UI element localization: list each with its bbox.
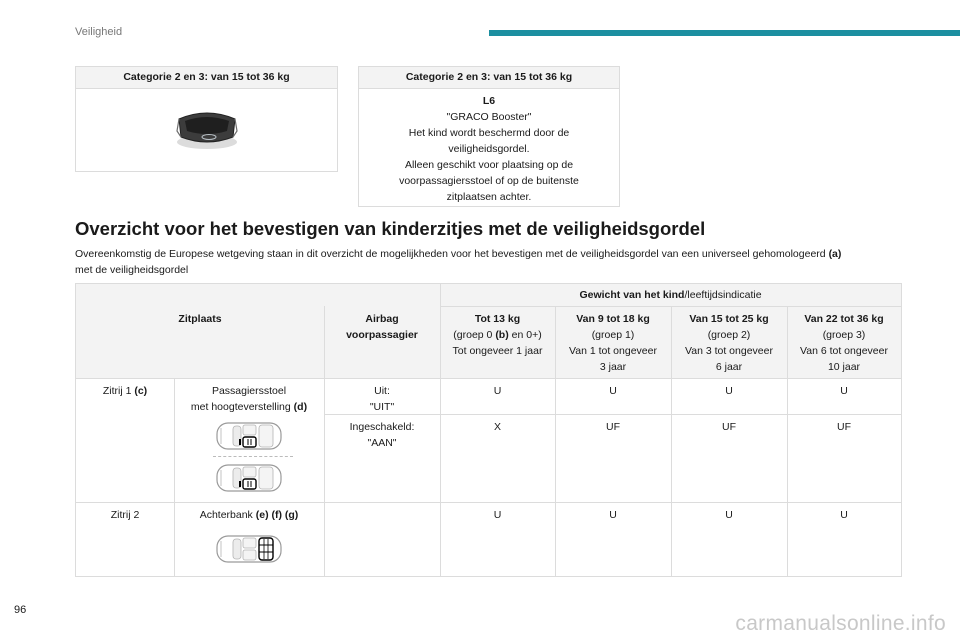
intro-text: Overeenkomstig de Europese wetgeving staan in dit overzicht de mogelijkheden voor het bevestigen met de veiligheidsgordel van een universeel gehomologeerd bbox=[75, 248, 826, 260]
seat-category-image-box bbox=[75, 66, 338, 172]
car-front-seat-icon bbox=[215, 462, 283, 494]
car-front-seat-icon bbox=[215, 420, 283, 452]
seat-model-name: "GRACO Booster" bbox=[446, 111, 532, 123]
seat-passenger-front: Passagiersstoel met hoogteverstelling (d) bbox=[190, 385, 308, 413]
table-cell: U bbox=[840, 509, 848, 521]
intro-text-continued: met de veiligheidsgordel bbox=[75, 264, 189, 276]
weight-header bbox=[440, 287, 901, 303]
description-line: voorpassagiersstoel of op de buitenste bbox=[399, 175, 579, 187]
description-line: Het kind wordt beschermd door de bbox=[408, 127, 570, 139]
category-heading: Categorie 2 en 3: van 15 tot 36 kg bbox=[359, 67, 619, 89]
description-line: Alleen geschikt voor plaatsing op de bbox=[404, 159, 574, 171]
airbag-off-label: Uit: "UIT" bbox=[369, 385, 395, 413]
table-cell: U bbox=[609, 385, 617, 397]
description-line: veiligheidsgordel. bbox=[448, 143, 530, 155]
seat-fitting-table bbox=[75, 283, 902, 577]
page-number: 96 bbox=[14, 604, 27, 616]
running-header: Veiligheid bbox=[75, 26, 123, 38]
column-header-seat: Zitplaats bbox=[178, 313, 222, 325]
table-cell: U bbox=[725, 385, 733, 397]
section-title: Overzicht voor het bevestigen van kinderzitjes met de veiligheidsgordel bbox=[75, 218, 706, 239]
seat-rear-bench: Achterbank (e) (f) (g) bbox=[199, 509, 299, 521]
table-cell: U bbox=[840, 385, 848, 397]
table-cell: U bbox=[493, 385, 502, 397]
description-line: zitplaatsen achter. bbox=[446, 191, 532, 203]
seat-reference: L6 bbox=[482, 95, 496, 107]
row-label-zitrij-1: Zitrij 1 (c) bbox=[102, 385, 148, 397]
column-header-group-3: Van 22 tot 36 kg (groep 3) Van 6 tot ongeveer 10 jaar bbox=[800, 313, 888, 373]
column-header-airbag: Airbag voorpassagier bbox=[346, 313, 418, 341]
table-cell: UF bbox=[606, 421, 620, 433]
table-cell: X bbox=[493, 421, 501, 433]
seat-category-info-box bbox=[358, 66, 620, 207]
booster-seat-icon bbox=[171, 101, 243, 153]
divider-dashed bbox=[213, 456, 293, 457]
table-cell: U bbox=[493, 509, 502, 521]
column-header-group-2: Van 15 tot 25 kg (groep 2) Van 3 tot ongeveer 6 jaar bbox=[685, 313, 773, 373]
airbag-on-label: Ingeschakeld: "AAN" bbox=[349, 421, 415, 449]
header-accent-bar bbox=[489, 30, 960, 36]
weight-header-bold: Gewicht van het kind bbox=[579, 289, 685, 301]
table-cell: U bbox=[609, 509, 617, 521]
column-header-group-0: Tot 13 kg (groep 0 (b) en 0+) Tot ongeveer 1 jaar bbox=[452, 313, 543, 357]
category-heading: Categorie 2 en 3: van 15 tot 36 kg bbox=[76, 67, 337, 89]
table-cell: UF bbox=[837, 421, 851, 433]
table-cell: U bbox=[725, 509, 733, 521]
weight-header-rest: /leeftijdsindicatie bbox=[684, 289, 762, 301]
row-label-zitrij-2: Zitrij 2 bbox=[110, 509, 140, 521]
intro-footnote-ref: (a) bbox=[828, 248, 842, 260]
watermark: carmanualsonline.info bbox=[735, 612, 946, 635]
booster-seat-image bbox=[171, 101, 243, 158]
intro-paragraph bbox=[75, 246, 905, 278]
car-rear-bench-icon bbox=[215, 533, 283, 565]
table-cell: UF bbox=[722, 421, 736, 433]
seat-description bbox=[359, 89, 619, 205]
column-header-group-1: Van 9 tot 18 kg (groep 1) Van 1 tot ongeveer 3 jaar bbox=[569, 313, 657, 373]
